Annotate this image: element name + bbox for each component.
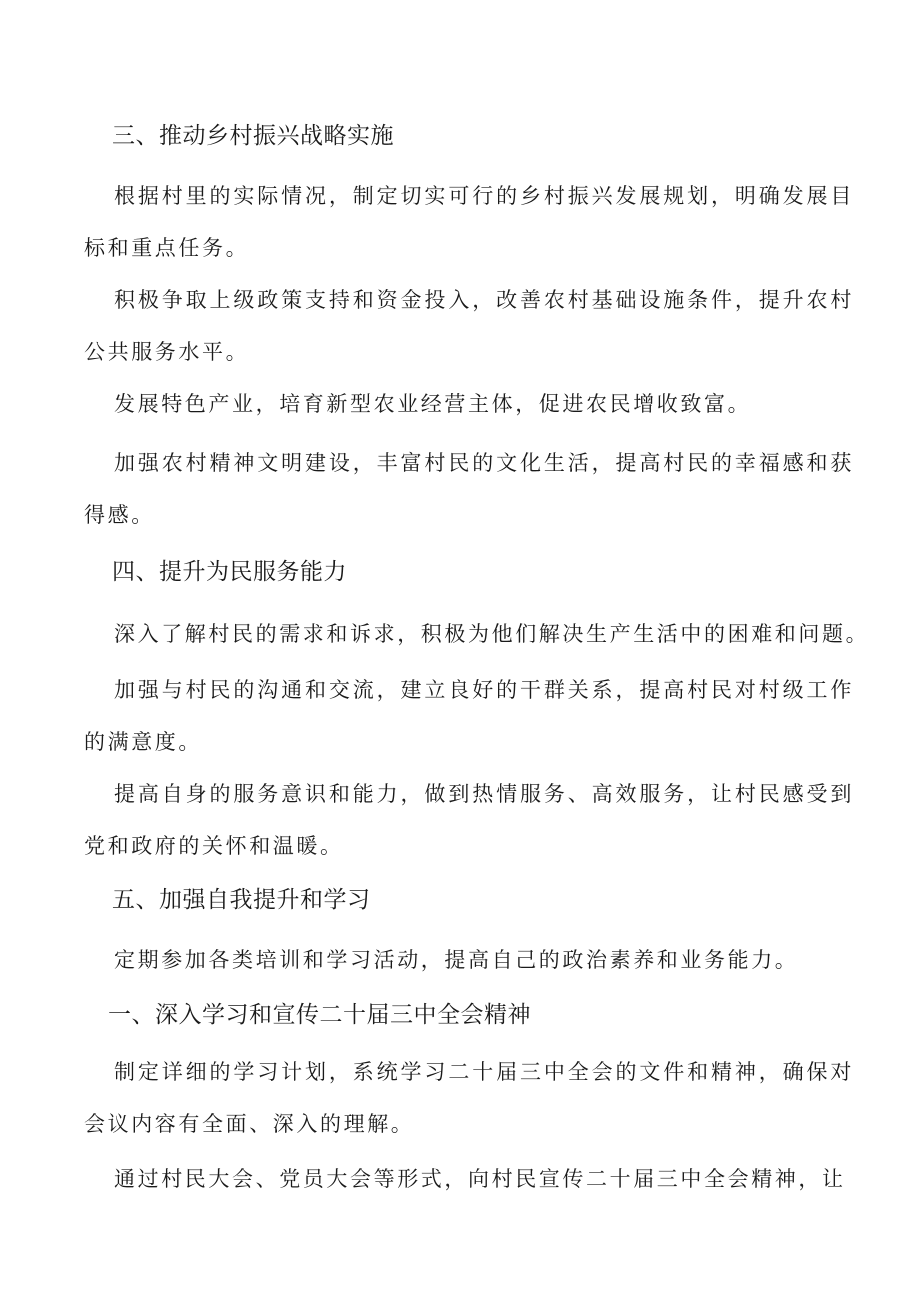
section-heading-5: 五、加强自我提升和学习 [112, 887, 371, 913]
paragraph: 加强农村精神文明建设，丰富村民的文化生活，提高村民的幸福感和获得感。 [84, 451, 854, 527]
paragraph: 根据村里的实际情况，制定切实可行的乡村振兴发展规划，明确发展目标和重点任务。 [84, 184, 854, 260]
paragraph: 发展特色产业，培育新型农业经营主体，促进农民增收致富。 [114, 392, 752, 416]
paragraph: 深入了解村民的需求和诉求，积极为他们解决生产生活中的困难和问题。 [114, 622, 870, 646]
paragraph: 加强与村民的沟通和交流，建立良好的干群关系，提高村民对村级工作的满意度。 [84, 678, 854, 754]
section-heading-3: 三、推动乡村振兴战略实施 [112, 123, 394, 149]
section-heading-1: 一、深入学习和宣传二十届三中全会精神 [108, 1002, 531, 1028]
paragraph: 积极争取上级政策支持和资金投入，改善农村基础设施条件，提升农村公共服务水平。 [84, 288, 854, 364]
paragraph: 提高自身的服务意识和能力，做到热情服务、高效服务，让村民感受到党和政府的关怀和温暖。 [84, 782, 854, 858]
paragraph: 定期参加各类培训和学习活动，提高自己的政治素养和业务能力。 [114, 948, 799, 972]
section-heading-4: 四、提升为民服务能力 [112, 559, 347, 585]
paragraph: 制定详细的学习计划，系统学习二十届三中全会的文件和精神，确保对会议内容有全面、深入的理解。 [84, 1060, 854, 1136]
paragraph: 通过村民大会、党员大会等形式，向村民宣传二十届三中全会精神，让 [114, 1167, 846, 1191]
